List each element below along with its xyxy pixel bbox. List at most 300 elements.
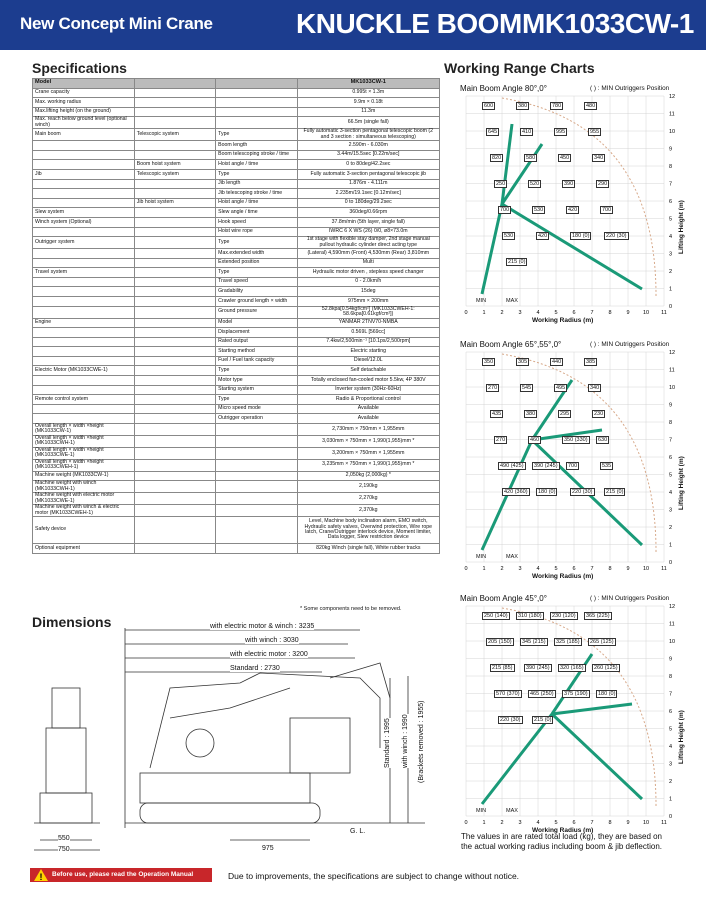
x-axis-label: Working Radius (m) [532, 827, 594, 834]
load-value-box: 180 (0) [598, 691, 616, 697]
x-tick-label: 11 [661, 310, 667, 316]
spec-cell: 2,270kg [297, 493, 439, 505]
load-value-box: 250 (140) [484, 613, 508, 619]
load-value-box: 390 [564, 181, 574, 187]
spec-cell: 2.590m - 6.030m [297, 141, 439, 151]
x-tick-label: 7 [590, 310, 594, 316]
load-value-box: 570 (370) [496, 691, 520, 697]
spec-cell: Multi [297, 258, 439, 268]
y-tick-label: 0 [669, 814, 673, 820]
spec-cell: 0.569L [569cc] [297, 328, 439, 338]
spec-cell: Slew angle / time [216, 208, 297, 218]
y-tick-label: 2 [669, 269, 673, 275]
spec-cell [33, 337, 135, 347]
x-tick-label: 11 [661, 820, 667, 826]
spec-cell: 3,200mm × 750mm × 1,955mm [297, 447, 439, 459]
spec-cell [33, 306, 135, 318]
spec-cell [134, 481, 215, 493]
load-value-box: 340 [594, 155, 604, 161]
x-axis-label: Working Radius (m) [532, 317, 594, 324]
x-tick-label: 9 [626, 566, 630, 572]
spec-row [33, 337, 440, 347]
spec-cell [134, 356, 215, 366]
spec-cell [134, 268, 215, 278]
dim-width-total: 750 [58, 846, 70, 853]
load-value-box: 700 [500, 207, 510, 213]
load-value-box: 420 (360) [504, 489, 528, 495]
x-tick-label: 4 [536, 820, 540, 826]
load-value-box: 700 [568, 463, 578, 469]
spec-cell [33, 376, 135, 386]
spec-cell: Hook speed [216, 217, 297, 227]
spec-cell [134, 208, 215, 218]
spec-cell: 0 to 180deg/29.2sec [297, 198, 439, 208]
banner-model: MK1033CW-1 [522, 8, 694, 39]
load-value-box: 535 [602, 463, 612, 469]
svg-text:!: ! [39, 872, 43, 881]
load-value-box: 345 (215) [522, 639, 546, 645]
spec-row [33, 258, 440, 268]
spec-cell: 3,030mm × 750mm × 1,990(1,955)mm * [297, 435, 439, 447]
spec-cell [134, 366, 215, 376]
spec-cell: 66.5m (single fall) [297, 117, 439, 129]
spec-cell: Telescopic system [134, 169, 215, 179]
spec-row [33, 179, 440, 189]
spec-row [33, 249, 440, 259]
load-value-box: 450 [560, 155, 570, 161]
boom-figure [482, 654, 642, 804]
spec-row [33, 459, 440, 471]
spec-row [33, 328, 440, 338]
y-tick-label: 12 [669, 604, 676, 610]
x-tick-label: 1 [482, 820, 486, 826]
range-chart [442, 594, 692, 834]
x-tick-label: 11 [661, 566, 667, 572]
load-value-box: 545 [522, 385, 532, 391]
spec-cell [33, 249, 135, 259]
spec-row [33, 160, 440, 170]
spec-cell: Outrigger operation [216, 414, 297, 424]
spec-cell: Max.lifting height (on the ground) [33, 107, 135, 117]
spec-cell: 820kg Winch (single fall), White rubber tracks [297, 543, 439, 553]
x-tick-label: 6 [572, 566, 576, 572]
warning-icon [34, 869, 48, 881]
load-value-box: 495 [556, 385, 566, 391]
spec-cell [33, 150, 135, 160]
load-value-box: 305 [518, 359, 528, 365]
spec-cell: Displacement [216, 328, 297, 338]
y-tick-label: 8 [669, 674, 673, 680]
x-tick-label: 8 [608, 820, 612, 826]
x-tick-label: 10 [642, 310, 650, 316]
spec-cell [134, 337, 215, 347]
spec-cell: 3.44m/15.5sec [0.22m/sec] [297, 150, 439, 160]
x-tick-label: 2 [500, 310, 504, 316]
x-tick-label: 4 [536, 310, 540, 316]
x-tick-label: 4 [536, 566, 540, 572]
spec-cell: Remote control system [33, 395, 135, 405]
spec-cell: Totally enclosed fan-cooled motor 5.5kw, 4P 380V [297, 376, 439, 386]
spec-cell: YANMAR 2TNV70-NMBA [297, 318, 439, 328]
x-tick-label: 9 [626, 820, 630, 826]
dim-height-standard: Standard : 1995 [384, 718, 391, 768]
spec-row [33, 198, 440, 208]
spec-cell: Motor type [216, 376, 297, 386]
y-tick-label: 0 [669, 304, 673, 310]
spec-cell: Jib telescoping stroke / time [216, 189, 297, 199]
dim-height-brackets: (Brackets removed : 1955) [418, 700, 425, 783]
y-tick-label: 3 [669, 251, 673, 258]
spec-cell [216, 88, 297, 98]
spec-table [32, 78, 440, 554]
load-value-box: 410 [522, 129, 532, 135]
spec-cell: Overall length × width ×height (MK1033CWH-1) [33, 435, 135, 447]
x-tick-label: 3 [518, 310, 522, 316]
load-value-box: 350 (330) [564, 437, 588, 443]
spec-cell: 2,050kg (2,000kg) * [297, 471, 439, 481]
y-tick-label: 7 [669, 437, 673, 444]
spec-cell: Safety device [33, 516, 135, 543]
spec-row [33, 347, 440, 357]
spec-cell: 1.876m - 4.111m [297, 179, 439, 189]
x-tick-label: 0 [464, 310, 468, 316]
y-tick-label: 12 [669, 94, 676, 100]
spec-cell [33, 385, 135, 395]
load-value-box: 250 [496, 181, 506, 187]
chart-title: Main Boom Angle 45°,0° [460, 594, 547, 603]
spec-cell: Boom telescoping stroke / time [216, 150, 297, 160]
spec-cell [33, 347, 135, 357]
x-tick-label: 5 [554, 310, 558, 316]
spec-row [33, 169, 440, 179]
load-value-box: 420 [538, 233, 548, 239]
load-value-box: 270 [496, 437, 506, 443]
load-value-box: 385 [586, 359, 596, 365]
x-tick-label: 7 [590, 820, 594, 826]
spec-cell [134, 471, 215, 481]
spec-note: * Some components need to be removed. [300, 606, 402, 612]
spec-cell [216, 505, 297, 517]
spec-cell [33, 227, 135, 237]
spec-cell [134, 189, 215, 199]
x-tick-label: 3 [518, 820, 522, 826]
load-value-box: 955 [590, 129, 600, 135]
spec-cell [33, 198, 135, 208]
spec-cell: 52.8kpa[0.54kgf/cm²] (MK1033CWEH-1: 58.6kpa[0.61kgf/cm²]) [297, 306, 439, 318]
load-value-box: 600 [484, 103, 494, 109]
spec-cell [216, 424, 297, 436]
spec-cell: Hoist wire rope [216, 227, 297, 237]
spec-row [33, 366, 440, 376]
chart-title: Main Boom Angle 80°,0° [460, 84, 547, 93]
spec-cell: 9.9m × 0.18t [297, 98, 439, 108]
spec-cell: Self detachable [297, 366, 439, 376]
load-value-box: 325 (185) [556, 639, 580, 645]
dim-height-winch: with winch : 1990 [402, 714, 409, 768]
spec-cell: Type [216, 395, 297, 405]
x-tick-label: 5 [554, 566, 558, 572]
spec-cell [134, 414, 215, 424]
spec-cell [134, 459, 215, 471]
spec-cell: Model [216, 318, 297, 328]
x-tick-label: 7 [590, 566, 594, 572]
load-value-box: 270 [488, 385, 498, 391]
spec-cell [134, 347, 215, 357]
x-axis-label: Working Radius (m) [532, 573, 594, 580]
spec-row [33, 356, 440, 366]
load-value-box: 390 (245) [534, 463, 558, 469]
spec-row [33, 287, 440, 297]
spec-cell: 7.4kw/2,500min⁻¹ [10.1ps/2,500rpm] [297, 337, 439, 347]
spec-cell: Main boom [33, 129, 135, 141]
dim-winch: with winch : 3030 [245, 637, 299, 644]
spec-cell: Machine weight with electric motor (MK1033CWE-1) [33, 493, 135, 505]
x-tick-label: 10 [642, 820, 650, 826]
load-value-box: 340 [590, 385, 600, 391]
spec-row [33, 543, 440, 553]
load-value-box: 215 (0) [606, 489, 624, 495]
spec-cell [33, 141, 135, 151]
load-value-box: 230 (120) [552, 613, 576, 619]
spec-cell: Jib length [216, 179, 297, 189]
spec-cell: Model [33, 79, 135, 89]
x-tick-label: 3 [518, 566, 522, 572]
spec-cell: Travel speed [216, 277, 297, 287]
spec-cell [216, 493, 297, 505]
y-tick-label: 4 [669, 234, 673, 240]
load-value-box: 265 (125) [590, 639, 614, 645]
spec-cell [134, 277, 215, 287]
x-tick-label: 2 [500, 566, 504, 572]
load-value-box: 520 [530, 181, 540, 187]
spec-cell: Slew system [33, 208, 135, 218]
spec-cell: Hoist angle / time [216, 198, 297, 208]
x-tick-label: 1 [482, 310, 486, 316]
spec-cell: Hoist angle / time [216, 160, 297, 170]
spec-cell [216, 107, 297, 117]
spec-cell: Optional equipment [33, 543, 135, 553]
max-marker: MAX [506, 808, 518, 814]
load-value-box: 630 [598, 437, 608, 443]
spec-cell: Outrigger system [33, 237, 135, 249]
spec-row [33, 395, 440, 405]
spec-cell [216, 435, 297, 447]
load-value-box: 380 [518, 103, 528, 109]
spec-cell: Type [216, 169, 297, 179]
load-value-box: 180 (0) [538, 489, 556, 495]
spec-cell: Type [216, 237, 297, 249]
spec-cell [134, 318, 215, 328]
y-tick-label: 6 [669, 199, 673, 205]
min-marker: MIN [476, 554, 487, 560]
dimensions-drawing [30, 618, 442, 863]
spec-row [33, 129, 440, 141]
load-value-box: 320 (165) [560, 665, 584, 671]
min-marker: MIN [476, 298, 487, 304]
spec-cell [134, 179, 215, 189]
load-value-box: 390 (245) [526, 665, 550, 671]
y-tick-label: 5 [669, 726, 673, 733]
y-tick-label: 9 [669, 402, 673, 409]
load-value-box: 215 (0) [508, 259, 526, 265]
load-value-box: 215 (0) [534, 717, 552, 723]
chart-title: Main Boom Angle 65°,55°,0° [460, 340, 562, 349]
x-tick-label: 8 [608, 566, 612, 572]
y-tick-label: 5 [669, 472, 673, 479]
spec-cell: Radio & Proportional control [297, 395, 439, 405]
spec-cell [134, 435, 215, 447]
spec-cell: 37.8m/min (5th layer, single fall) [297, 217, 439, 227]
spec-row [33, 277, 440, 287]
dim-crawler: 975 [262, 845, 274, 852]
spec-cell [134, 79, 215, 89]
y-tick-label: 7 [669, 181, 673, 188]
load-value-box: 420 [568, 207, 578, 213]
chart-footnote: The values in are rated total load (kg), they are based on the actual working radius including boom & jib deflection. [461, 832, 663, 851]
spec-cell: 15deg [297, 287, 439, 297]
load-value-box: 260 (125) [594, 665, 618, 671]
y-tick-label: 1 [669, 796, 673, 803]
load-value-box: 580 [526, 155, 536, 161]
y-tick-label: 7 [669, 691, 673, 698]
spec-cell: Available [297, 414, 439, 424]
spec-row [33, 447, 440, 459]
y-tick-label: 9 [669, 146, 673, 153]
load-value-box: 465 (250) [530, 691, 554, 697]
spec-cell [134, 227, 215, 237]
range-chart [442, 340, 692, 580]
chart-legend: ( ) : MIN Outriggers Position [590, 341, 670, 348]
spec-cell: 2,190kg [297, 481, 439, 493]
spec-cell [134, 543, 215, 553]
dims-heading: Dimensions [32, 614, 112, 630]
spec-cell [134, 107, 215, 117]
spec-cell [216, 516, 297, 543]
y-tick-label: 10 [669, 129, 676, 135]
spec-row [33, 385, 440, 395]
spec-cell: Crane capacity [33, 88, 135, 98]
max-marker: MAX [506, 298, 518, 304]
y-tick-label: 2 [669, 779, 673, 785]
load-value-box: 350 [484, 359, 494, 365]
spec-cell: MK1033CW-1 [297, 79, 439, 89]
spec-cell [134, 150, 215, 160]
load-value-box: 290 [598, 181, 608, 187]
load-value-box: 460 [530, 437, 540, 443]
y-tick-label: 0 [669, 560, 673, 566]
spec-cell: Electric Motor (MK1033CWE-1) [33, 366, 135, 376]
x-tick-label: 0 [464, 820, 468, 826]
spec-cell [33, 277, 135, 287]
load-value-box: 180 (0) [572, 233, 590, 239]
load-value-box: 295 [560, 411, 570, 417]
y-tick-label: 3 [669, 761, 673, 768]
spec-row [33, 505, 440, 517]
spec-cell: Diesel/12.0L [297, 356, 439, 366]
spec-cell: Boom length [216, 141, 297, 151]
spec-cell: Overall length × width ×height (MK1033CWEH-1) [33, 459, 135, 471]
y-axis-label: Lifting Height (m) [678, 456, 685, 510]
spec-row [33, 424, 440, 436]
load-value-box: 375 (190) [564, 691, 588, 697]
spec-cell: 2.235m/19.1sec [0.12m/sec] [297, 189, 439, 199]
load-value-box: 310 (180) [518, 613, 542, 619]
x-tick-label: 6 [572, 310, 576, 316]
spec-cell [33, 356, 135, 366]
spec-cell [134, 505, 215, 517]
load-value-box: 440 [552, 359, 562, 365]
spec-cell: Machine weight with winch (MK1033CWH-1) [33, 481, 135, 493]
banner-title: KNUCKLE BOOM [296, 8, 522, 39]
y-tick-label: 11 [669, 621, 675, 628]
load-value-box: 480 [586, 103, 596, 109]
spec-cell: Level, Machine body inclination alarm, EMO switch, Hydraulic safety valves, Overwind protection, Wire rope latch, Crane/Outrigger interlock device, Moment limiter, Data logger, Slew restriction device [297, 516, 439, 543]
spec-cell [134, 98, 215, 108]
spec-cell: Ground pressure [216, 306, 297, 318]
load-value-box: 220 (30) [500, 717, 521, 723]
spec-cell [134, 306, 215, 318]
spec-cell: Available [297, 404, 439, 414]
spec-cell: Fuel / Fuel tank capacity [216, 356, 297, 366]
dim-electric: with electric motor : 3200 [230, 651, 308, 658]
spec-cell: (Lateral) 4,590mm (Front) 4,530mm (Rear) 3,810mm [297, 249, 439, 259]
load-value-box: 435 [492, 411, 502, 417]
spec-cell: 1st stage with flexible stay damper, 2nd stage manual pullout hydraulic cylinder direct acting type [297, 237, 439, 249]
warning-text: Before use, please read the Operation Manual [52, 871, 194, 878]
spec-cell [134, 287, 215, 297]
spec-cell [134, 217, 215, 227]
chart-legend: ( ) : MIN Outriggers Position [590, 595, 670, 602]
spec-cell [216, 481, 297, 493]
load-value-box: 230 [594, 411, 604, 417]
y-tick-label: 8 [669, 164, 673, 170]
y-tick-label: 2 [669, 525, 673, 531]
spec-cell: Hydraulic motor driven , stepless speed changer [297, 268, 439, 278]
spec-cell: Overall length × width ×height (MK1033CWE-1) [33, 447, 135, 459]
y-tick-label: 11 [669, 111, 675, 118]
y-tick-label: 5 [669, 216, 673, 223]
spec-header-row [33, 79, 440, 89]
y-tick-label: 11 [669, 367, 675, 374]
spec-cell [134, 249, 215, 259]
spec-cell: Max.extended width [216, 249, 297, 259]
spec-row [33, 141, 440, 151]
spec-cell [134, 447, 215, 459]
spec-cell [134, 117, 215, 129]
spec-cell [134, 424, 215, 436]
spec-cell [33, 189, 135, 199]
spec-cell: Boom hoist system [134, 160, 215, 170]
spec-cell [134, 385, 215, 395]
spec-cell [216, 79, 297, 89]
spec-cell [216, 543, 297, 553]
y-axis-label: Lifting Height (m) [678, 200, 685, 254]
load-value-box: 530 [504, 233, 514, 239]
load-value-box: 645 [488, 129, 498, 135]
spec-row [33, 376, 440, 386]
dim-width-track: 550 [58, 835, 70, 842]
load-value-box: 220 (30) [572, 489, 593, 495]
y-tick-label: 1 [669, 542, 673, 549]
spec-cell: 2,730mm × 750mm × 1,955mm [297, 424, 439, 436]
y-tick-label: 6 [669, 709, 673, 715]
spec-row [33, 150, 440, 160]
spec-cell [216, 471, 297, 481]
spec-row [33, 208, 440, 218]
spec-cell [134, 328, 215, 338]
min-marker: MIN [476, 808, 487, 814]
spec-cell: Fully automatic 3-section pentagonal telescopic jib [297, 169, 439, 179]
